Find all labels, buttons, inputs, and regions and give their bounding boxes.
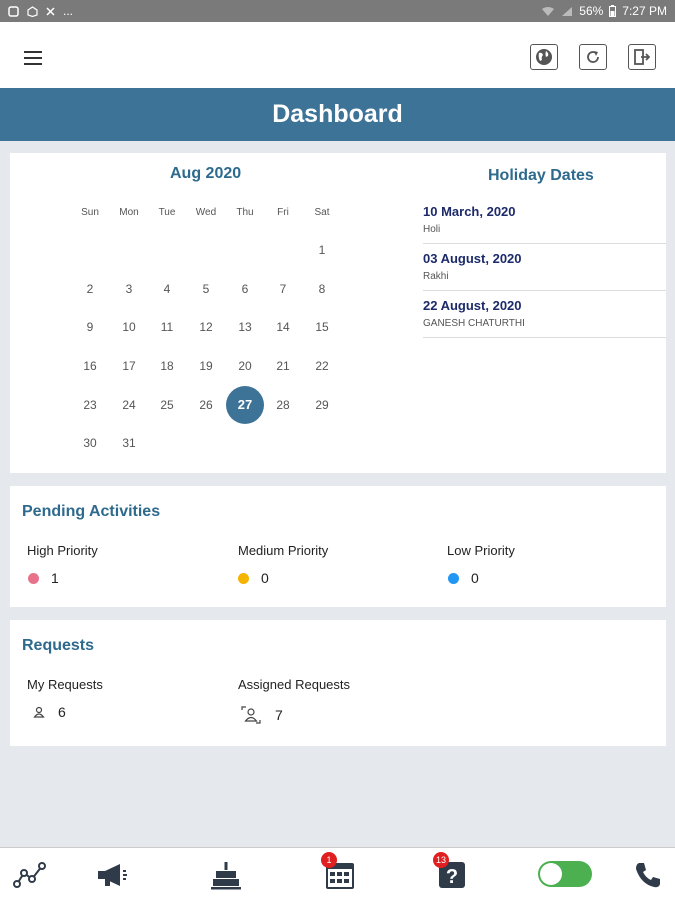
user-icon bbox=[32, 705, 46, 719]
calendar-day[interactable]: 2 bbox=[86, 282, 94, 296]
calendar-day[interactable]: 22 bbox=[315, 359, 329, 373]
notification-icon bbox=[8, 6, 19, 17]
nav-birthdays[interactable] bbox=[206, 858, 246, 892]
calendar-day[interactable]: 31 bbox=[122, 436, 136, 450]
assigned-requests-count[interactable] bbox=[239, 704, 283, 726]
calendar-day[interactable]: 3 bbox=[125, 282, 133, 296]
calendar-card bbox=[10, 153, 666, 473]
nav-call[interactable] bbox=[628, 858, 668, 892]
bottom-navigation bbox=[0, 847, 675, 900]
status-bar bbox=[0, 0, 675, 22]
medium-priority-dot bbox=[238, 573, 249, 584]
holiday-item bbox=[423, 291, 666, 338]
calendar-day[interactable]: 15 bbox=[315, 320, 329, 334]
weekday-sun: Sun bbox=[81, 207, 99, 218]
calendar-day[interactable]: 10 bbox=[122, 320, 136, 334]
calendar-day[interactable]: 1 bbox=[318, 243, 326, 257]
calendar-day[interactable]: 26 bbox=[199, 398, 213, 412]
calendar-day[interactable]: 5 bbox=[202, 282, 210, 296]
calendar-day[interactable]: 30 bbox=[83, 436, 97, 450]
nav-help[interactable] bbox=[432, 855, 472, 892]
help-badge: 13 bbox=[433, 852, 449, 868]
requests-title: Requests bbox=[22, 637, 95, 654]
graph-icon bbox=[13, 861, 47, 889]
status-right bbox=[541, 4, 667, 18]
calendar-month-label: Aug 2020 bbox=[170, 165, 242, 182]
holiday-item bbox=[423, 244, 666, 291]
calendar-day[interactable]: 23 bbox=[83, 398, 97, 412]
calendar-day[interactable]: 9 bbox=[86, 320, 94, 334]
requests-card[interactable] bbox=[10, 620, 666, 746]
calendar-day[interactable]: 25 bbox=[160, 398, 174, 412]
calendar-day[interactable]: 13 bbox=[238, 320, 252, 334]
calendar-day[interactable]: 8 bbox=[318, 282, 326, 296]
calendar-day[interactable]: 4 bbox=[163, 282, 171, 296]
status-more: ... bbox=[63, 4, 74, 18]
holiday-date: 10 March, 2020 bbox=[423, 204, 516, 219]
calendar-day[interactable]: 6 bbox=[241, 282, 249, 296]
weekday-thu: Thu bbox=[236, 207, 254, 218]
holiday-name: GANESH CHATURTHI bbox=[423, 318, 525, 329]
assigned-requests-label: Assigned Requests bbox=[238, 677, 351, 692]
calendar-day[interactable]: 29 bbox=[315, 398, 329, 412]
calendar-day[interactable]: 20 bbox=[238, 359, 252, 373]
my-requests-value: 6 bbox=[58, 704, 66, 720]
calendar-day[interactable]: 12 bbox=[199, 320, 213, 334]
battery-percent: 56% bbox=[579, 4, 604, 18]
megaphone-icon bbox=[95, 861, 129, 889]
box-icon bbox=[27, 6, 38, 17]
calendar-day[interactable]: 28 bbox=[276, 398, 290, 412]
holiday-date: 03 August, 2020 bbox=[423, 251, 522, 266]
calendar-day[interactable]: 19 bbox=[199, 359, 213, 373]
status-time: 7:27 PM bbox=[622, 4, 667, 18]
calendar-day[interactable]: 14 bbox=[276, 320, 290, 334]
assigned-user-icon bbox=[239, 704, 263, 726]
weekday-wed: Wed bbox=[195, 207, 217, 218]
status-left bbox=[8, 4, 73, 18]
menu-icon[interactable] bbox=[24, 51, 42, 65]
calendar-day[interactable]: 16 bbox=[83, 359, 97, 373]
calendar-badge: 1 bbox=[321, 852, 337, 868]
medium-priority-count[interactable] bbox=[238, 570, 269, 586]
medium-priority-value: 0 bbox=[261, 570, 269, 586]
app-bar bbox=[0, 22, 675, 88]
holiday-name: Holi bbox=[423, 224, 441, 235]
calendar-day[interactable]: 11 bbox=[160, 320, 174, 334]
globe-icon bbox=[535, 48, 553, 66]
x-icon bbox=[46, 7, 55, 16]
signal-icon bbox=[561, 6, 573, 17]
holiday-dates-title: Holiday Dates bbox=[488, 167, 594, 184]
weekday-sat: Sat bbox=[314, 207, 330, 218]
calendar-day[interactable]: 17 bbox=[122, 359, 136, 373]
page-title: Dashboard bbox=[0, 88, 675, 141]
high-priority-dot bbox=[28, 573, 39, 584]
svg-text:?: ? bbox=[445, 866, 459, 888]
logout-icon bbox=[633, 48, 651, 66]
phone-icon bbox=[633, 860, 663, 890]
logout-button[interactable] bbox=[628, 44, 656, 70]
battery-icon bbox=[609, 5, 616, 17]
calendar-day[interactable]: 7 bbox=[279, 282, 287, 296]
birthday-cake-icon bbox=[209, 860, 243, 890]
refresh-icon bbox=[585, 49, 601, 65]
nav-announcements[interactable] bbox=[92, 858, 132, 892]
pending-activities-card[interactable] bbox=[10, 486, 666, 607]
low-priority-count[interactable] bbox=[448, 570, 479, 586]
wifi-icon bbox=[541, 6, 555, 17]
low-priority-value: 0 bbox=[471, 570, 479, 586]
holiday-date: 22 August, 2020 bbox=[423, 298, 522, 313]
high-priority-value: 1 bbox=[51, 570, 59, 586]
calendar-day[interactable]: 18 bbox=[160, 359, 174, 373]
low-priority-label: Low Priority bbox=[447, 543, 515, 558]
status-toggle[interactable] bbox=[538, 861, 592, 887]
language-button[interactable] bbox=[530, 44, 558, 70]
assigned-requests-value: 7 bbox=[275, 707, 283, 723]
weekday-tue: Tue bbox=[158, 207, 176, 218]
weekday-fri: Fri bbox=[277, 207, 289, 218]
nav-analytics[interactable] bbox=[10, 858, 50, 892]
my-requests-count[interactable] bbox=[32, 704, 66, 720]
weekday-mon: Mon bbox=[119, 207, 139, 218]
calendar-day[interactable]: 24 bbox=[122, 398, 136, 412]
high-priority-count[interactable] bbox=[28, 570, 59, 586]
holiday-name: Rakhi bbox=[423, 271, 449, 282]
refresh-button[interactable] bbox=[579, 44, 607, 70]
nav-calendar[interactable] bbox=[320, 855, 360, 892]
holiday-item bbox=[423, 197, 666, 244]
low-priority-dot bbox=[448, 573, 459, 584]
medium-priority-label: Medium Priority bbox=[238, 543, 329, 558]
my-requests-label: My Requests bbox=[27, 677, 103, 692]
calendar-day-selected[interactable]: 27 bbox=[226, 386, 264, 424]
calendar-day[interactable]: 21 bbox=[276, 359, 290, 373]
toggle-knob bbox=[540, 863, 562, 885]
high-priority-label: High Priority bbox=[27, 543, 98, 558]
pending-activities-title: Pending Activities bbox=[22, 503, 161, 520]
